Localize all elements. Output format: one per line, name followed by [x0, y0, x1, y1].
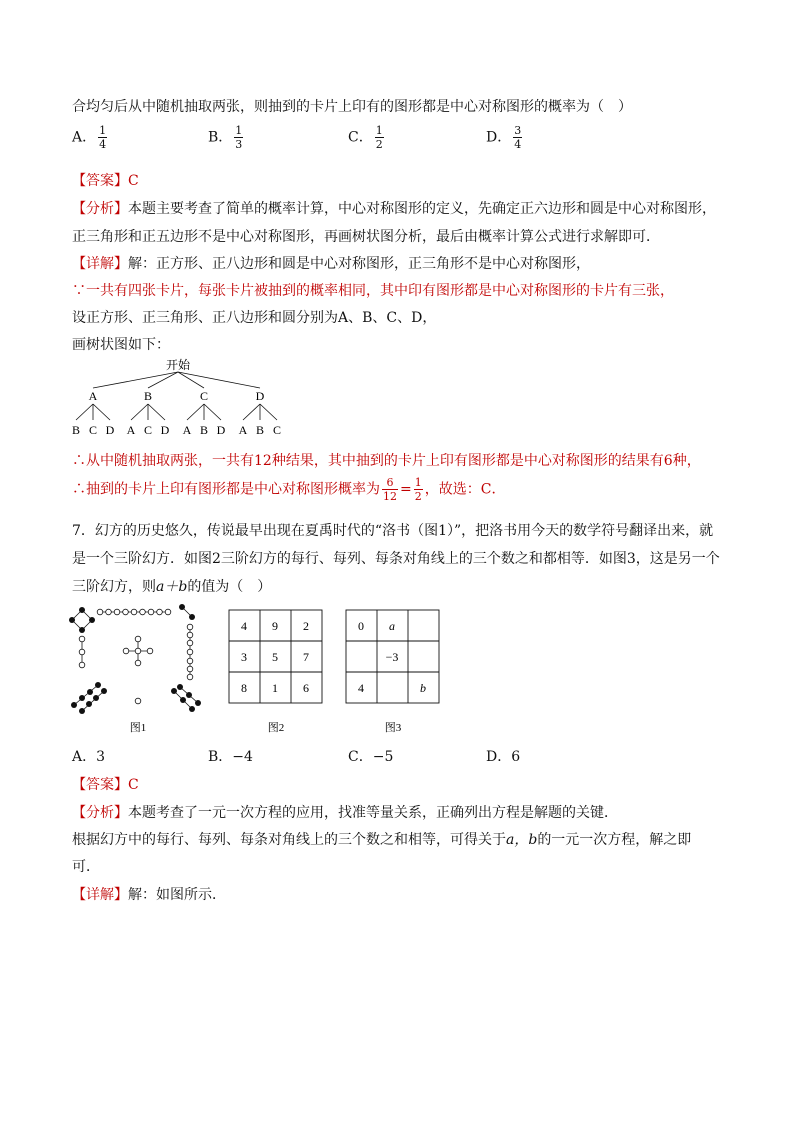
q7-analysis-line-1 — [72, 802, 618, 822]
tree-leaf: B — [255, 423, 265, 437]
q6-analysis-line-2: 正三角形和正五边形不是中心对称图形，再画树状图分析，最后由概率计算公式进行求解即可． — [72, 229, 660, 245]
q6-detail-line-2: ∵一共有四张卡片，每张卡片被抽到的概率相同，其中印有图形都是中心对称图形的卡片有三张， — [72, 283, 674, 299]
figure-2-magic-square — [228, 609, 324, 739]
tree-branches-level2 — [76, 404, 277, 420]
option-fraction — [375, 124, 384, 151]
grid-cell: 1 — [272, 681, 278, 695]
tree-leaves — [72, 423, 281, 437]
frac-num: 1 — [235, 124, 243, 137]
option-fraction — [513, 124, 522, 151]
frac-den: 3 — [235, 138, 243, 151]
q6-option-c — [348, 124, 386, 151]
q7-stem-line-3 — [72, 576, 271, 596]
q6-answer — [72, 170, 139, 190]
detail-tag: 【详解】 — [72, 887, 128, 903]
stem-text-post: 的值为（ ） — [187, 579, 272, 595]
frac-den: 12 — [383, 490, 397, 503]
conclusion-text: ∴抽到的卡片上印有图形都是中心对称图形概率为 — [72, 481, 380, 498]
tree-branches-level1 — [93, 372, 260, 388]
grid-cell: 4 — [358, 681, 364, 695]
option-fraction — [234, 124, 243, 151]
grid-cell: 2 — [303, 619, 309, 633]
option-label: C． — [348, 749, 373, 765]
q6-detail-line-3: 设正方形、正三角形、正八边形和圆分别为A、B、C、D， — [72, 310, 437, 326]
equals-sign: = — [400, 481, 412, 498]
analysis-text-post: 的一元一次方程，解之即 — [537, 832, 692, 848]
answer-tag: 【答案】 — [72, 777, 128, 793]
luoshu-dots-9 — [97, 609, 171, 615]
figure-3-magic-square — [345, 609, 441, 739]
luoshu-dots-7 — [187, 624, 193, 680]
q6-conclusion-line-2 — [72, 476, 505, 503]
analysis-tag: 【分析】 — [72, 805, 128, 821]
conclusion-fraction-1 — [382, 476, 398, 503]
option-label: B． — [208, 749, 233, 765]
q6-option-a — [72, 124, 109, 151]
q7-answer — [72, 774, 139, 794]
q6-analysis-line-1 — [72, 198, 716, 218]
stem-text: 三阶幻方，则 — [72, 579, 156, 595]
option-label: B． — [208, 129, 233, 146]
grid-cell-b: b — [420, 681, 426, 695]
tree-root: 开始 — [165, 358, 191, 372]
analysis-tag: 【分析】 — [72, 201, 128, 217]
analysis-text: 根据幻方中的每行、每列、每条对角线上的三个数之和相等，可得关于 — [72, 832, 506, 848]
q6-detail-line-4: 画树状图如下： — [72, 337, 170, 353]
frac-den: 4 — [99, 138, 107, 151]
option-value: −5 — [372, 749, 394, 765]
grid-cell-a: a — [389, 619, 395, 633]
frac-den: 4 — [514, 138, 522, 151]
analysis-text: 本题主要考查了简单的概率计算，中心对称图形的定义，先确定正六边形和圆是中心对称图形， — [128, 201, 716, 217]
tree-leaf: C — [272, 423, 282, 437]
option-fraction — [98, 124, 107, 151]
option-value: 6 — [511, 749, 521, 765]
luoshu-dots-4 — [69, 607, 95, 633]
tree-node-a: A — [88, 389, 98, 403]
answer-tag: 【答案】 — [72, 173, 128, 189]
tree-leaf: D — [105, 423, 115, 437]
conclusion-text-post: ，故选：C． — [424, 481, 506, 498]
option-value: 3 — [96, 749, 106, 765]
conclusion-fraction-2 — [414, 476, 423, 503]
q6-detail-line-1 — [72, 253, 590, 273]
option-label: D． — [486, 129, 512, 146]
tree-leaf: B — [199, 423, 209, 437]
figure-2-cells — [241, 619, 309, 695]
answer-value: C — [128, 777, 139, 793]
q7-analysis-line-3: 可． — [72, 859, 100, 875]
frac-num: 6 — [382, 476, 398, 490]
tree-leaf: D — [216, 423, 226, 437]
q7-option-b — [208, 746, 253, 766]
tree-leaf: A — [126, 423, 136, 437]
luoshu-dots-8 — [71, 682, 107, 714]
q7-option-a — [72, 746, 105, 766]
option-label: C． — [348, 129, 373, 146]
figure-1-caption: 图1 — [129, 722, 147, 734]
q7-stem-line-1: 7．幻方的历史悠久，传说最早出现在夏禹时代的“洛书（图1）”，把洛书用今天的数学符号翻译出来，就 — [72, 523, 714, 539]
answer-value: C — [128, 173, 139, 189]
option-label: D． — [486, 749, 512, 765]
grid-cell: 6 — [303, 681, 309, 695]
frac-den: 2 — [375, 138, 383, 151]
tree-leaf: A — [238, 423, 248, 437]
q6-stem-tail: 合均匀后从中随机抽取两张，则抽到的卡片上印有的图形都是中心对称图形的概率为（ ） — [72, 99, 632, 115]
tree-leaf: C — [88, 423, 98, 437]
q7-stem-line-2: 是一个三阶幻方．如图2三阶幻方的每行、每列、每条对角线上的三个数之和都相等．如图3，这是另一个 — [72, 551, 720, 567]
frac-den: 2 — [414, 490, 422, 503]
option-value: −4 — [232, 749, 253, 765]
tree-leaf: B — [71, 423, 81, 437]
q7-option-c — [348, 746, 393, 766]
luoshu-dots-3 — [79, 636, 85, 668]
grid-cell: 0 — [358, 619, 364, 633]
figure-2-caption: 图2 — [267, 722, 285, 734]
tree-node-d: D — [255, 389, 265, 403]
grid-cell: 7 — [303, 650, 309, 664]
q6-option-b — [208, 124, 245, 151]
option-label: A． — [72, 749, 97, 765]
grid-cell: −3 — [385, 650, 399, 664]
tree-node-c: C — [199, 389, 209, 403]
option-label: A． — [72, 129, 97, 146]
q6-conclusion-line-1: ∴从中随机抽取两张，一共有12种结果，其中抽到的卡片上印有图形都是中心对称图形的结果有6种， — [72, 453, 701, 469]
grid-cell: 8 — [241, 681, 247, 695]
analysis-vars: a，b — [506, 832, 538, 848]
q6-option-d — [486, 124, 524, 151]
luoshu-dots-1 — [135, 698, 141, 704]
analysis-text: 本题考查了一元一次方程的应用，找准等量关系，正确列出方程是解题的关键． — [128, 805, 618, 821]
frac-num: 1 — [99, 124, 107, 137]
grid-cell: 5 — [272, 650, 278, 664]
figure-1-luoshu — [68, 603, 208, 738]
tree-leaf: C — [143, 423, 153, 437]
q7-detail-line-1 — [72, 884, 226, 904]
tree-node-b: B — [143, 389, 153, 403]
tree-leaf: A — [182, 423, 192, 437]
detail-text: 解：如图所示． — [128, 887, 226, 903]
frac-num: 1 — [375, 124, 383, 137]
grid-cell: 4 — [241, 619, 247, 633]
figure-3-caption: 图3 — [384, 722, 402, 734]
tree-leaf: D — [160, 423, 170, 437]
q7-analysis-line-2 — [72, 829, 691, 849]
detail-tag: 【详解】 — [72, 256, 128, 272]
frac-num: 3 — [514, 124, 522, 137]
probability-tree-diagram — [60, 352, 300, 442]
figure-3-cells — [358, 619, 426, 695]
frac-num: 1 — [414, 476, 422, 489]
grid-cell: 3 — [241, 650, 247, 664]
stem-expression: a＋b — [156, 579, 188, 595]
detail-text: 解：正方形、正八边形和圆是中心对称图形，正三角形不是中心对称图形， — [128, 256, 590, 272]
luoshu-dots-6 — [171, 684, 201, 712]
q7-option-d — [486, 746, 520, 766]
luoshu-dots-5 — [123, 636, 153, 666]
grid-cell: 9 — [272, 619, 278, 633]
